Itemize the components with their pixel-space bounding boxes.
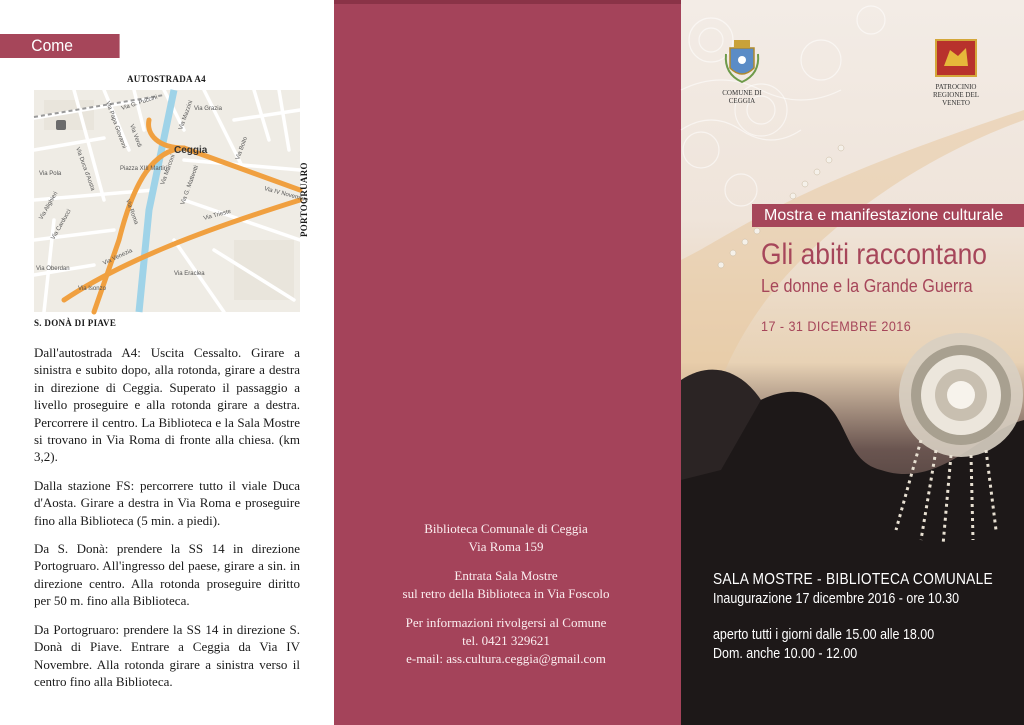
exhibition-dates: 17 - 31 DICEMBRE 2016	[761, 318, 912, 334]
map-label-autostrada: AUTOSTRADA A4	[126, 74, 206, 84]
map-street-label: Via Roma	[124, 198, 139, 226]
map-street-label: Via Carducci	[50, 208, 73, 241]
train-station-icon	[56, 120, 66, 130]
logo-veneto-caption-2: REGIONE DEL VENETO	[932, 91, 980, 107]
map-label-portogruaro: PORTOGRUARO	[299, 162, 309, 238]
inauguration-info: Inaugurazione 17 dicembre 2016 - ore 10.30	[713, 591, 960, 607]
directions-from-portogruaro: Da Portogruaro: prendere la SS 14 in direzione S. Donà di Piave. Entrare a Ceggia da Via IV Novembre. Alla rotonda girare a sinistra verso il centro fino alla Biblioteca.	[34, 621, 300, 689]
middle-panel	[334, 0, 696, 725]
left-panel	[0, 0, 334, 725]
map-street-label: Via Eraclea	[174, 271, 205, 277]
map-street-label: Via Mazzini	[178, 99, 195, 131]
logo-ceggia-caption-2: CEGGIA	[728, 97, 756, 105]
map-street-label: Via Boito	[235, 136, 250, 161]
logo-veneto-caption-1: PATROCINIO	[935, 83, 977, 91]
exhibition-subtitle: Le donne e la Grande Guerra	[761, 276, 973, 296]
map-street-label: Via Oberdan	[36, 266, 70, 272]
map-label-sdona: S. DONÀ DI PIAVE	[34, 318, 117, 328]
map-street-label: Via Isonzo	[78, 286, 106, 292]
map-street-label: Via Grazia	[194, 106, 222, 112]
info-line: Per informazioni rivolgersi al Comune	[405, 615, 607, 630]
logo-regione-veneto	[921, 38, 991, 107]
library-name: Biblioteca Comunale di Ceggia	[424, 521, 588, 536]
map-street-label: Via Venezia	[102, 248, 134, 267]
opening-hours-daily: aperto tutti i giorni dalle 15.00 alle 18.00	[713, 627, 935, 643]
map-street-label: Via Marconi	[160, 153, 177, 186]
map-street-label: Via Trieste	[202, 208, 232, 222]
middle-top-strip	[334, 0, 696, 4]
map-street-label: Via Alighieri	[38, 190, 60, 221]
map-town-label: Ceggia	[174, 145, 208, 156]
section-title-come-arrivare: Come arrivare:	[0, 34, 120, 58]
info-block	[334, 614, 678, 668]
entrance-block	[334, 567, 678, 603]
right-panel-cover	[681, 0, 1024, 725]
venue-info	[713, 570, 993, 664]
entrance-detail: sul retro della Biblioteca in Via Foscolo	[402, 586, 610, 601]
map-street-label: Via Duca d'Aosta	[74, 146, 96, 192]
map-street-label: Via IV Novembre	[263, 186, 309, 204]
entrance-title: Entrata Sala Mostre	[454, 568, 558, 583]
map-street-label: Via Verdi	[128, 123, 142, 149]
directions-from-sdona: Da S. Donà: prendere la SS 14 in direzione Portogruaro. All'ingresso del paese, girare a sin. in direzione centro. Alla rotonda proseguire diritto per 50 m. fino alla Biblioteca.	[34, 541, 300, 609]
map-street-label: Via Papa Giovanni	[104, 100, 127, 150]
directions-from-a4: Dall'autostrada A4: Uscita Cessalto. Girare a sinistra e subito dopo, alla rotonda, girare a destra in direzione di Ceggia. Superato il passaggio a livello proseguire e alla rotonda girare a destra. Percorrere il centro. La Biblioteca e la Sala Mostre si trovano in Via Roma di fronte alla chiesa. (km 3,2).	[34, 345, 300, 465]
email-address: e-mail: ass.cultura.ceggia@gmail.com	[406, 651, 606, 666]
venue-title: SALA MOSTRE - BIBLIOTECA COMUNALE	[713, 571, 993, 588]
map-street-label: Piazza XIII Martiri	[120, 166, 168, 172]
phone-number: tel. 0421 329621	[462, 633, 550, 648]
directions-text	[34, 344, 300, 701]
map-street-label: Via Pola	[39, 171, 62, 177]
map-street-label: Via G. Puccini	[120, 94, 159, 112]
event-type-band: Mostra e manifestazione culturale	[752, 204, 1024, 227]
directions-from-station: Dalla stazione FS: percorrere tutto il viale Duca d'Aosta. Girare a destra in Via Roma e proseguire fino alla Biblioteca (5 min. a piedi).	[34, 477, 300, 528]
map-street-label: Via G. Matteotti	[180, 164, 200, 206]
library-block	[334, 520, 678, 556]
ceggia-coat-of-arms-icon	[722, 34, 762, 84]
opening-hours-sunday: Dom. anche 10.00 - 12.00	[713, 646, 858, 662]
library-address: Via Roma 159	[468, 539, 544, 554]
logo-ceggia-caption-1: COMUNE DI	[722, 89, 762, 97]
veneto-lion-icon	[934, 38, 978, 78]
contact-info	[334, 520, 678, 679]
exhibition-title: Gli abiti raccontano	[761, 238, 987, 271]
logo-comune-ceggia	[714, 34, 770, 105]
opening-hours	[713, 626, 993, 664]
